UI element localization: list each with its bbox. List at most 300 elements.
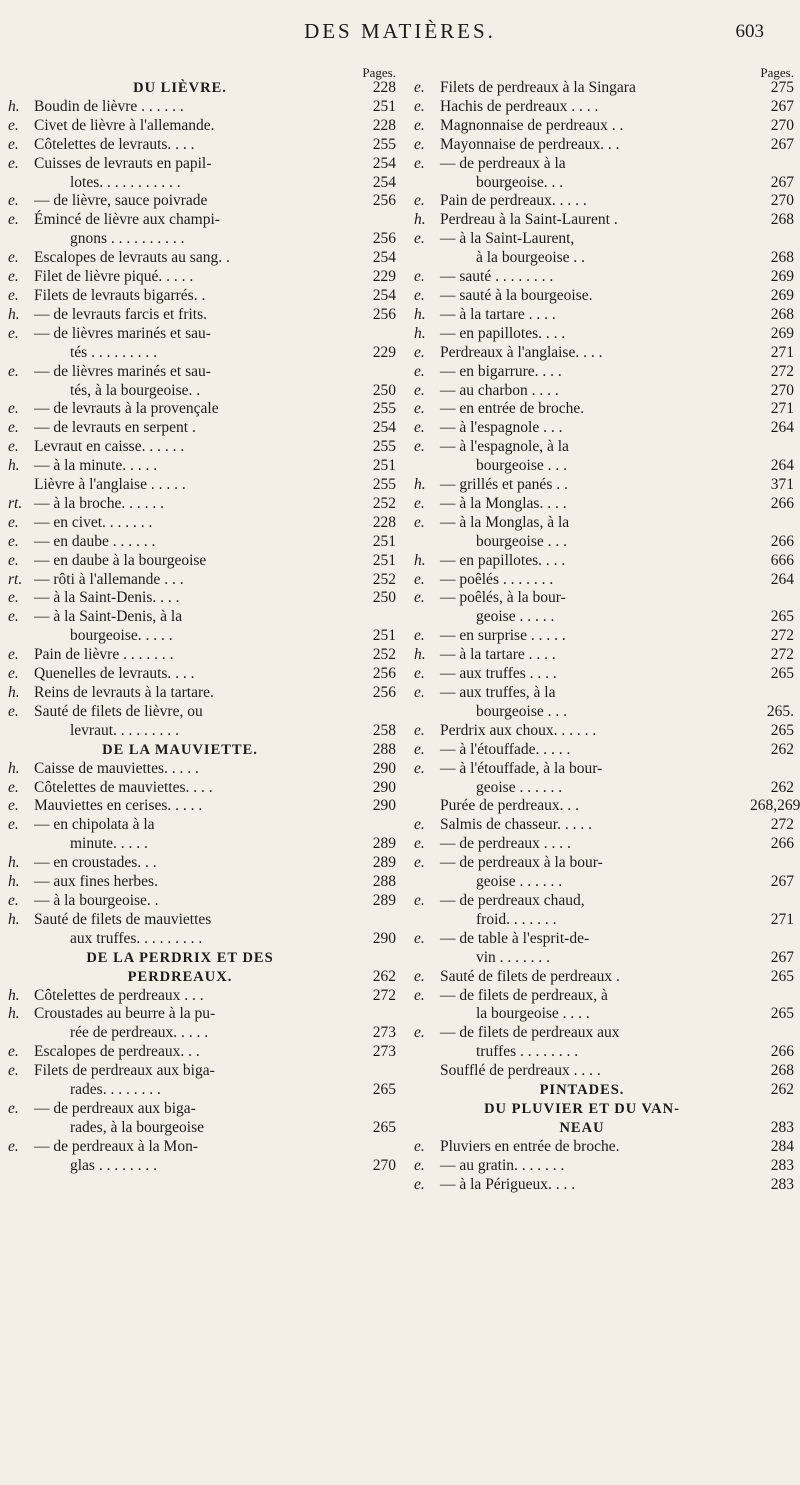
entry-page-number: 273 — [372, 1024, 396, 1042]
entry-page-number: 266 — [770, 1043, 794, 1061]
index-entry — [414, 949, 794, 968]
entry-category-letter: e. — [414, 665, 425, 683]
entry-text: — à la tartare . . . . — [440, 305, 556, 323]
entry-text: — de perdreaux aux biga- — [34, 1099, 196, 1117]
entry-category-letter: e. — [414, 116, 425, 134]
entry-text: Cuisses de levrauts en papil- — [34, 154, 212, 172]
entry-text: Salmis de chasseur. . . . . — [440, 816, 592, 834]
pages-label: Pages. — [760, 65, 794, 80]
entry-page-number: 262 — [770, 740, 794, 758]
entry-category-letter: e. — [8, 286, 19, 304]
entry-text: levraut. . . . . . . . . — [70, 721, 179, 739]
entry-category-letter: e. — [8, 154, 19, 172]
index-entry — [8, 382, 396, 401]
entry-text: gnons . . . . . . . . . . — [70, 230, 185, 248]
entry-category-letter: rt. — [8, 494, 23, 512]
entry-text: — en papillotes. . . . — [440, 324, 566, 342]
entry-category-letter: e. — [414, 891, 425, 909]
entry-category-letter: e. — [8, 1043, 19, 1061]
entry-category-letter: h. — [8, 1005, 20, 1023]
entry-text: Filets de levrauts bigarrés. . — [34, 286, 206, 304]
index-entry — [8, 854, 396, 873]
entry-page-number: 267 — [770, 873, 794, 891]
index-entry — [8, 892, 396, 911]
entry-text: — de lièvre, sauce poivrade — [34, 192, 208, 210]
index-entry — [8, 684, 396, 703]
entry-text: Émincé de lièvre aux champi- — [34, 211, 220, 229]
entry-text: — en civet. . . . . . . — [34, 513, 153, 531]
entry-page-number — [352, 949, 396, 968]
entry-page-number: 229 — [372, 268, 396, 286]
entry-page-number: 268 — [770, 211, 794, 229]
entry-category-letter: h. — [414, 324, 426, 342]
entry-page-number: 266 — [770, 532, 794, 550]
entry-category-letter: e. — [414, 759, 425, 777]
entry-category-letter: h. — [8, 854, 20, 872]
entry-text: Filet de lièvre piqué. . . . . — [34, 268, 194, 286]
entry-category-letter: h. — [414, 646, 426, 664]
entry-text: Sauté de filets de lièvre, ou — [34, 702, 203, 720]
index-entry — [8, 136, 396, 155]
entry-category-letter: e. — [8, 192, 19, 210]
index-entry — [8, 1062, 396, 1081]
entry-page-number: 288 — [372, 740, 396, 758]
entry-text: — à la Monglas, à la — [440, 513, 570, 531]
entry-text: aux truffes. . . . . . . . . — [70, 929, 203, 947]
entry-category-letter: e. — [414, 230, 425, 248]
index-entry — [8, 760, 396, 779]
entry-page-number: 268 — [770, 305, 794, 323]
index-entry — [8, 627, 396, 646]
section-heading-text: PERDREAUX. — [127, 968, 233, 985]
entry-text: — à la tartare . . . . — [440, 646, 556, 664]
index-entry — [414, 968, 794, 987]
entry-category-letter: e. — [414, 986, 425, 1004]
entry-category-letter: e. — [414, 627, 425, 645]
entry-text: Quenelles de levrauts. . . . — [34, 665, 195, 683]
index-entry — [8, 911, 396, 930]
entry-text: — de table à l'esprit-de- — [440, 929, 590, 947]
entry-text: Caisse de mauviettes. . . . . — [34, 759, 199, 777]
entry-text: — en entrée de broche. — [440, 400, 585, 418]
entry-page-number: 271 — [770, 400, 794, 418]
entry-text: — de lièvres marinés et sau- — [34, 362, 211, 380]
index-entry — [8, 571, 396, 590]
entry-text: — poêlés . . . . . . . — [440, 570, 554, 588]
entry-text: Pluviers en entrée de broche. — [440, 1137, 620, 1155]
entry-category-letter: e. — [414, 570, 425, 588]
entry-text: Escalopes de perdreaux. . . — [34, 1043, 200, 1061]
index-entry — [414, 211, 794, 230]
index-entry — [8, 325, 396, 344]
index-entry — [8, 703, 396, 722]
page-number: 603 — [735, 21, 764, 42]
entry-page-number: 266 — [770, 494, 794, 512]
entry-category-letter: e. — [414, 97, 425, 115]
entry-text: — à la broche. . . . . . — [34, 494, 164, 512]
entry-text: — de lièvres marinés et sau- — [34, 324, 211, 342]
entry-page-number: 256 — [372, 665, 396, 683]
entry-category-letter: e. — [8, 419, 19, 437]
entry-page-number — [750, 1100, 794, 1119]
entry-category-letter: e. — [8, 665, 19, 683]
entry-page-number: 264 — [770, 457, 794, 475]
index-entry — [8, 552, 396, 571]
index-entry — [8, 98, 396, 117]
entry-page-number: 289 — [372, 891, 396, 909]
index-entry — [8, 722, 396, 741]
entry-text: bourgeoise . . . — [476, 702, 567, 720]
entry-text: rades. . . . . . . . — [70, 1081, 161, 1099]
entry-category-letter: e. — [414, 721, 425, 739]
index-entry — [414, 287, 794, 306]
entry-page-number: 272 — [770, 627, 794, 645]
entry-text: — de levrauts farcis et frits. — [34, 305, 208, 323]
entry-category-letter: h. — [414, 211, 426, 229]
entry-text: — aux fines herbes. — [34, 873, 158, 891]
index-entry — [414, 249, 794, 268]
entry-category-letter: e. — [8, 589, 19, 607]
section-heading — [8, 968, 396, 987]
entry-text: — de filets de perdreaux, à — [440, 986, 608, 1004]
index-entry — [8, 1119, 396, 1138]
index-entry — [8, 514, 396, 533]
entry-text: rée de perdreaux. . . . . — [70, 1024, 209, 1042]
entry-page-number: 250 — [372, 589, 396, 607]
entry-page-number: 271 — [770, 910, 794, 928]
index-entry — [414, 684, 794, 703]
entry-text: — en daube . . . . . . — [34, 532, 156, 550]
entry-text: — à la Saint-Laurent, — [440, 230, 575, 248]
entry-page-number: 256 — [372, 192, 396, 210]
entry-category-letter: e. — [414, 589, 425, 607]
entry-category-letter: e. — [8, 646, 19, 664]
index-entry — [414, 1062, 794, 1081]
entry-text: Levraut en caisse. . . . . . — [34, 438, 185, 456]
index-entry — [8, 816, 396, 835]
entry-text: geoise . . . . . . — [476, 778, 563, 796]
index-entry — [8, 1100, 396, 1119]
entry-text: Filets de perdreaux aux biga- — [34, 1062, 215, 1080]
index-entry — [414, 627, 794, 646]
entry-category-letter: e. — [414, 400, 425, 418]
index-entry — [414, 495, 794, 514]
index-entry — [414, 344, 794, 363]
entry-category-letter: h. — [8, 457, 20, 475]
entry-category-letter: h. — [8, 759, 20, 777]
index-entry — [414, 306, 794, 325]
entry-category-letter: e. — [8, 362, 19, 380]
index-entry — [8, 646, 396, 665]
entry-text: Pain de perdreaux. . . . . — [440, 192, 587, 210]
section-heading — [8, 949, 396, 968]
entry-page-number: 273 — [372, 1043, 396, 1061]
index-entry — [414, 646, 794, 665]
entry-page-number: 265 — [770, 665, 794, 683]
section-heading-text: DE LA MAUVIETTE. — [102, 741, 258, 758]
index-entry — [414, 722, 794, 741]
entry-text: Sauté de filets de mauviettes — [34, 910, 212, 928]
entry-category-letter: h. — [414, 551, 426, 569]
entry-page-number: 254 — [372, 154, 396, 172]
entry-text: froid. . . . . . . — [476, 910, 557, 928]
entry-category-letter: e. — [8, 116, 19, 134]
index-entry — [414, 476, 794, 495]
entry-text: — en bigarrure. . . . — [440, 362, 562, 380]
index-entry — [414, 911, 794, 930]
entry-text: bourgeoise. . . . . — [70, 627, 173, 645]
entry-category-letter: e. — [414, 1137, 425, 1155]
index-entry — [8, 192, 396, 211]
index-entry — [414, 552, 794, 571]
entry-page-number: 254 — [372, 249, 396, 267]
index-entry — [414, 136, 794, 155]
entry-category-letter: e. — [414, 1156, 425, 1174]
index-entry — [414, 438, 794, 457]
entry-page-number: 267 — [770, 948, 794, 966]
entry-text: — en croustades. . . — [34, 854, 157, 872]
entry-category-letter: h. — [8, 684, 20, 701]
entry-text: la bourgeoise . . . . — [476, 1005, 590, 1023]
index-entry — [414, 1138, 794, 1157]
entry-category-letter: h. — [414, 305, 426, 323]
index-entry — [8, 1081, 396, 1100]
entry-text: — à la bourgeoise. . — [34, 891, 159, 909]
entry-text: vin . . . . . . . — [476, 948, 551, 966]
index-entry — [8, 344, 396, 363]
entry-page-number: 283 — [770, 1118, 794, 1136]
index-entry — [8, 930, 396, 949]
entry-page-number: 255 — [372, 400, 396, 418]
entry-text: — de filets de perdreaux aux — [440, 1024, 620, 1042]
entry-category-letter: e. — [8, 702, 19, 720]
entry-page-number: 264 — [770, 570, 794, 588]
entry-page-number: 256 — [372, 684, 396, 701]
index-entry — [414, 382, 794, 401]
entry-text: geoise . . . . . . — [476, 873, 563, 891]
entry-page-number: 254 — [372, 419, 396, 437]
index-entry — [8, 268, 396, 287]
index-entry — [414, 1157, 794, 1176]
entry-page-number: 266 — [770, 835, 794, 853]
index-entry — [414, 79, 794, 98]
entry-text: Boudin de lièvre . . . . . . — [34, 97, 184, 115]
entry-category-letter: e. — [414, 740, 425, 758]
entry-category-letter: e. — [8, 778, 19, 796]
index-entry — [8, 476, 396, 495]
entry-page-number: 267 — [770, 135, 794, 153]
entry-text: — à la Périgueux. . . . — [440, 1175, 576, 1193]
entry-category-letter: e. — [414, 494, 425, 512]
entry-page-number: 269 — [770, 324, 794, 342]
entry-text: — de perdreaux à la bour- — [440, 854, 603, 872]
entry-text: bourgeoise. . . — [476, 173, 564, 191]
entry-text: glas . . . . . . . . — [70, 1156, 157, 1174]
entry-category-letter: e. — [8, 891, 19, 909]
index-entry — [414, 155, 794, 174]
entry-text: — aux truffes, à la — [440, 684, 556, 701]
index-entry — [8, 1138, 396, 1157]
entry-page-number: 268 — [770, 249, 794, 267]
entry-category-letter: h. — [8, 305, 20, 323]
entry-page-number: 251 — [372, 457, 396, 475]
entry-text: Mayonnaise de perdreaux. . . — [440, 135, 620, 153]
running-title: DES MATIÈRES. — [304, 19, 496, 43]
entry-text: tés . . . . . . . . . — [70, 343, 157, 361]
entry-text: Côtelettes de levrauts. . . . — [34, 135, 195, 153]
entry-page-number: 275 — [770, 79, 794, 96]
entry-category-letter: e. — [414, 79, 425, 96]
index-entry — [414, 533, 794, 552]
entry-text: rades, à la bourgeoise — [70, 1118, 204, 1136]
entry-category-letter: h. — [8, 873, 20, 891]
entry-text: Hachis de perdreaux . . . . — [440, 97, 599, 115]
entry-category-letter: e. — [414, 419, 425, 437]
entry-page-number: 284 — [770, 1137, 794, 1155]
entry-page-number: 256 — [372, 230, 396, 248]
entry-text: Soufflé de perdreaux . . . . — [440, 1062, 601, 1080]
index-entry — [8, 155, 396, 174]
entry-page-number: 268,269 — [750, 797, 800, 815]
entry-text: — au gratin. . . . . . . — [440, 1156, 565, 1174]
index-entry — [414, 760, 794, 779]
entry-page-number: 258 — [372, 721, 396, 739]
entry-page-number: 251 — [372, 627, 396, 645]
index-entry — [8, 835, 396, 854]
entry-text: truffes . . . . . . . . — [476, 1043, 579, 1061]
entry-text: tés, à la bourgeoise. . — [70, 381, 201, 399]
entry-page-number: 251 — [372, 532, 396, 550]
entry-page-number: 290 — [372, 778, 396, 796]
entry-text: — à la minute. . . . . — [34, 457, 158, 475]
entry-page-number: 371 — [770, 476, 794, 494]
index-entry — [414, 665, 794, 684]
entry-text: Pain de lièvre . . . . . . . — [34, 646, 174, 664]
index-entry — [8, 306, 396, 325]
entry-text: Mauviettes en cerises. . . . . — [34, 797, 203, 815]
entry-page-number: 269 — [770, 286, 794, 304]
entry-page-number: 290 — [372, 797, 396, 815]
entry-page-number: 250 — [372, 381, 396, 399]
left-index-column — [8, 66, 396, 1176]
entry-text: Reins de levrauts à la tartare. — [34, 684, 214, 701]
section-heading — [414, 1119, 794, 1138]
entry-category-letter: e. — [414, 684, 425, 701]
entry-page-number: 252 — [372, 570, 396, 588]
entry-page-number: 272 — [770, 816, 794, 834]
index-entry — [414, 987, 794, 1006]
entry-page-number: 265. — [766, 702, 794, 720]
entry-page-number: 255 — [372, 438, 396, 456]
entry-page-number: 268 — [770, 1062, 794, 1080]
index-entry — [414, 873, 794, 892]
entry-text: bourgeoise . . . — [476, 457, 567, 475]
section-heading-text: PINTADES. — [539, 1082, 625, 1099]
entry-page-number: 289 — [372, 835, 396, 853]
index-entry — [414, 1176, 794, 1195]
index-entry — [8, 1043, 396, 1062]
index-entry — [414, 816, 794, 835]
entry-page-number: 265 — [770, 1005, 794, 1023]
index-entry — [414, 230, 794, 249]
entry-category-letter: e. — [8, 1137, 19, 1155]
entry-category-letter: e. — [8, 532, 19, 550]
entry-page-number: 252 — [372, 494, 396, 512]
entry-text: Perdrix aux choux. . . . . . — [440, 721, 597, 739]
entry-category-letter: e. — [8, 1062, 19, 1080]
entry-text: Purée de perdreaux. . . — [440, 797, 580, 815]
entry-text: — poêlés, à la bour- — [440, 589, 566, 607]
entry-text: — sauté à la bourgeoise. — [440, 286, 593, 304]
index-entry — [414, 363, 794, 382]
entry-category-letter: e. — [8, 816, 19, 834]
index-entry — [8, 363, 396, 382]
entry-category-letter: e. — [8, 211, 19, 229]
entry-text: — à l'espagnole, à la — [440, 438, 569, 456]
entry-text: Filets de perdreaux à la Singara — [440, 79, 636, 96]
pages-label: Pages. — [362, 65, 396, 80]
index-entry — [8, 457, 396, 476]
entry-page-number: 251 — [372, 551, 396, 569]
section-heading — [8, 79, 396, 98]
entry-text: — de perdreaux chaud, — [440, 891, 585, 909]
entry-category-letter: e. — [414, 362, 425, 380]
entry-category-letter: e. — [414, 438, 425, 456]
entry-page-number: 267 — [770, 97, 794, 115]
section-heading — [414, 1081, 794, 1100]
entry-text: — à l'étouffade. . . . . — [440, 740, 571, 758]
entry-page-number: 289 — [372, 854, 396, 872]
entry-category-letter: e. — [8, 438, 19, 456]
index-entry — [414, 400, 794, 419]
entry-page-number: 265 — [770, 721, 794, 739]
entry-category-letter: e. — [8, 324, 19, 342]
entry-category-letter: e. — [414, 154, 425, 172]
section-heading-text: DU LIÈVRE. — [133, 80, 227, 96]
entry-text: — en papillotes. . . . — [440, 551, 566, 569]
entry-category-letter: e. — [414, 135, 425, 153]
entry-text: Sauté de filets de perdreaux . — [440, 967, 620, 985]
entry-text: Civet de lièvre à l'allemande. — [34, 116, 215, 134]
index-entry — [8, 1005, 396, 1024]
entry-page-number: 271 — [770, 343, 794, 361]
entry-text: Magnonnaise de perdreaux . . — [440, 116, 624, 134]
entry-page-number: 256 — [372, 305, 396, 323]
entry-text: — à l'étouffade, à la bour- — [440, 759, 603, 777]
entry-category-letter: e. — [414, 967, 425, 985]
index-entry — [8, 438, 396, 457]
entry-category-letter: rt. — [8, 570, 23, 588]
entry-text: lotes. . . . . . . . . . . — [70, 173, 181, 191]
entry-category-letter: e. — [8, 551, 19, 569]
index-entry — [8, 249, 396, 268]
entry-category-letter: e. — [414, 816, 425, 834]
entry-page-number: 228 — [372, 79, 396, 96]
entry-text: — de perdreaux à la — [440, 154, 566, 172]
entry-text: — en chipolata à la — [34, 816, 155, 834]
entry-category-letter: e. — [414, 268, 425, 286]
entry-page-number: 229 — [372, 343, 396, 361]
entry-category-letter: h. — [8, 910, 20, 928]
index-entry — [414, 779, 794, 798]
index-entry — [414, 571, 794, 590]
entry-category-letter: e. — [8, 135, 19, 153]
index-entry — [414, 192, 794, 211]
entry-text: Côtelettes de mauviettes. . . . — [34, 778, 213, 796]
entry-text: — en daube à la bourgeoise — [34, 551, 207, 569]
entry-text: geoise . . . . . — [476, 608, 555, 626]
index-entry — [414, 1005, 794, 1024]
